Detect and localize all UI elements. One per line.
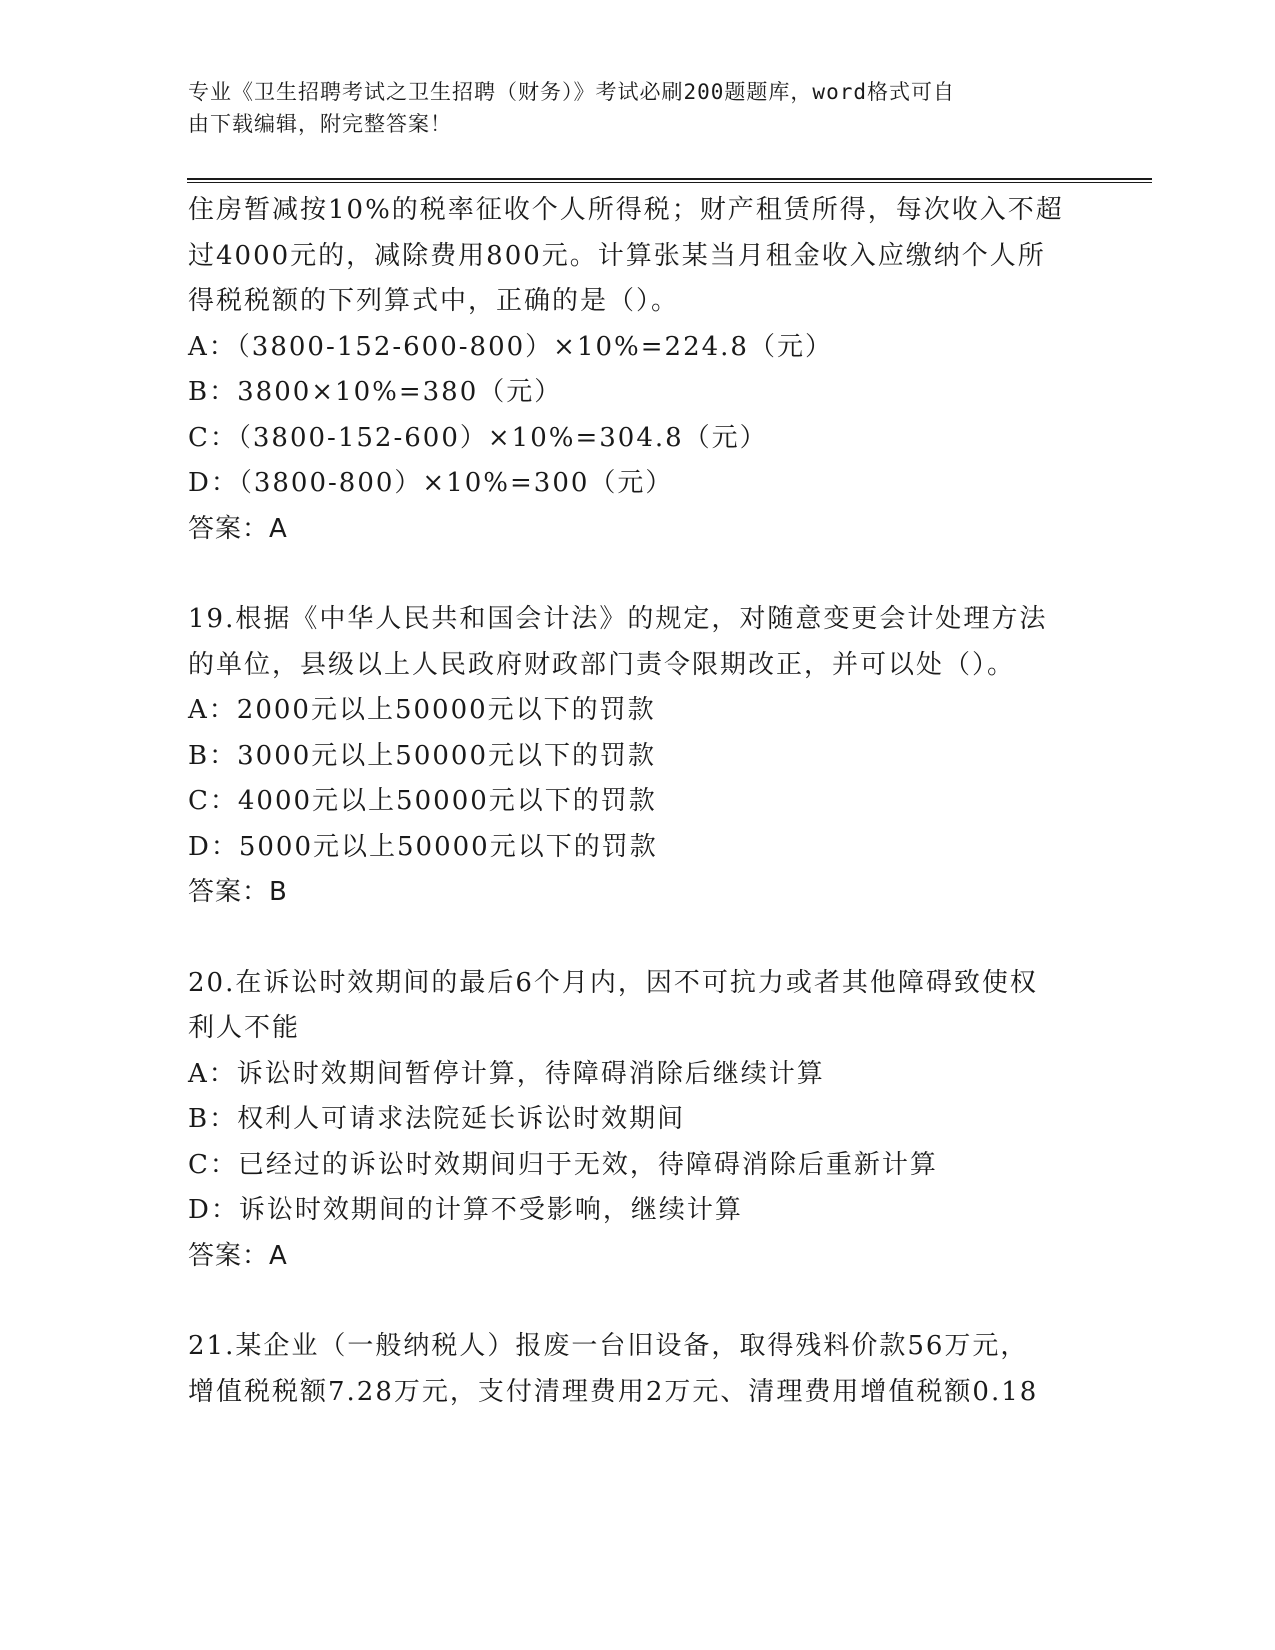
option-d: D：5000元以上50000元以下的罚款 <box>188 831 658 862</box>
question-text-line: 增值税税额7.28万元，支付清理费用2万元、清理费用增值税额0.18 <box>188 1376 1039 1407</box>
question-text-line: 住房暂减按10%的税率征收个人所得税；财产租赁所得，每次收入不超 <box>188 195 1064 225</box>
answer-line: 答案：B <box>188 877 288 907</box>
question-text-line: 过4000元的，减除费用800元。计算张某当月租金收入应缴纳个人所 <box>188 240 1046 271</box>
question-20 <box>188 961 1088 1280</box>
option-b: B：3000元以上50000元以下的罚款 <box>188 740 656 771</box>
question-text-line: 利人不能 <box>188 1013 301 1043</box>
document-header <box>188 76 1068 140</box>
option-d: D：诉讼时效期间的计算不受影响，继续计算 <box>188 1195 743 1225</box>
question-text-line: 20.在诉讼时效期间的最后6个月内，因不可抗力或者其他障碍致使权 <box>188 967 1038 998</box>
question-text-line: 19.根据《中华人民共和国会计法》的规定，对随意变更会计处理方法 <box>188 604 1048 634</box>
answer-line: 答案：A <box>188 1240 288 1271</box>
option-a: A：（3800-152-600-800）×10%=224.8（元） <box>188 331 833 362</box>
question-21 <box>188 1324 1088 1415</box>
header-title-line-1: 专业《卫生招聘考试之卫生招聘（财务）》考试必刷200题题库，word格式可自 <box>188 80 955 104</box>
question-text-line: 得税税额的下列算式中，正确的是（）。 <box>188 286 680 316</box>
spacer <box>188 552 1088 597</box>
option-c: C：4000元以上50000元以下的罚款 <box>188 786 657 816</box>
option-a: A：2000元以上50000元以下的罚款 <box>188 695 656 725</box>
spacer <box>188 1279 1088 1324</box>
spacer <box>188 916 1088 961</box>
question-text-line: 的单位，县级以上人民政府财政部门责令限期改正，并可以处（）。 <box>188 649 1016 680</box>
question-19 <box>188 597 1088 916</box>
option-a: A：诉讼时效期间暂停计算，待障碍消除后继续计算 <box>188 1058 825 1089</box>
question-text-line: 21.某企业（一般纳税人）报废一台旧设备，取得残料价款56万元， <box>188 1331 1029 1361</box>
answer-line: 答案：A <box>188 513 288 544</box>
header-title-line-2: 由下载编辑，附完整答案！ <box>188 112 452 136</box>
document-body <box>188 188 1088 1415</box>
question-18 <box>188 188 1088 552</box>
option-b: B：3800×10%=380（元） <box>188 377 563 407</box>
header-divider <box>187 178 1152 184</box>
option-b: B：权利人可请求法院延长诉讼时效期间 <box>188 1104 686 1134</box>
option-c: C：（3800-152-600）×10%=304.8（元） <box>188 422 768 453</box>
option-c: C：已经过的诉讼时效期间归于无效，待障碍消除后重新计算 <box>188 1149 938 1180</box>
option-d: D：（3800-800）×10%=300（元） <box>188 468 674 498</box>
